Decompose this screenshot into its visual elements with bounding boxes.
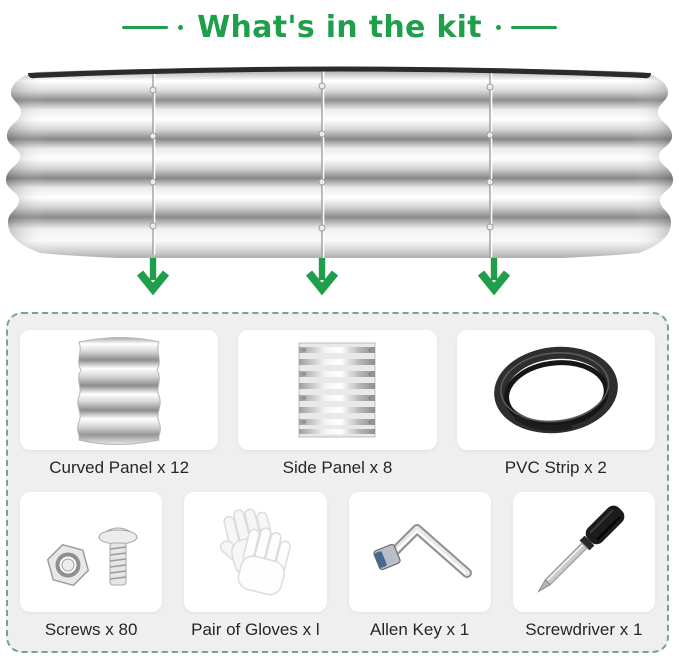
item-label: Side Panel x 8 <box>282 458 393 477</box>
item-label: PVC Strip x 2 <box>504 458 607 477</box>
kit-item-allen-key <box>349 492 491 641</box>
page-title-row <box>0 0 679 54</box>
dot-icon <box>496 25 501 30</box>
kit-item-screws <box>20 492 162 641</box>
dot-icon <box>178 25 183 30</box>
title-dot-dash-right <box>496 25 557 30</box>
raised-bed-illustration <box>0 56 679 258</box>
kit-item-curved-panel <box>20 330 218 479</box>
gloves-icon <box>195 497 315 607</box>
down-arrows-row <box>0 256 679 304</box>
kit-item-screwdriver <box>513 492 655 641</box>
kit-item-side-panel <box>238 330 436 479</box>
allen-key-icon <box>355 497 485 607</box>
item-label: Curved Panel x 12 <box>49 458 190 477</box>
item-card <box>20 492 162 612</box>
kit-item-gloves <box>184 492 326 641</box>
item-card <box>457 330 655 450</box>
item-card <box>20 330 218 450</box>
down-arrow-icon <box>309 258 335 289</box>
down-arrow-icon <box>481 258 507 289</box>
dash-icon <box>122 26 168 29</box>
kit-row-2 <box>20 492 655 641</box>
side-panel-icon <box>277 335 397 445</box>
dash-icon <box>511 26 557 29</box>
title-dash-dot-left <box>122 25 183 30</box>
kit-row-1 <box>20 330 655 479</box>
pvc-strip-icon <box>476 335 636 445</box>
down-arrow-icon <box>140 258 166 289</box>
screwdriver-icon <box>519 497 649 607</box>
item-card <box>513 492 655 612</box>
page-title: What's in the kit <box>197 9 482 45</box>
curved-panel-icon <box>54 334 184 446</box>
item-label: Screws x 80 <box>44 620 138 639</box>
kit-contents-panel <box>6 312 669 653</box>
item-label: Pair of Gloves x l <box>191 620 320 639</box>
kit-item-pvc-strip <box>457 330 655 479</box>
hero-product-image <box>0 56 679 258</box>
item-card <box>349 492 491 612</box>
item-label: Screwdriver x 1 <box>525 620 643 639</box>
item-label: Allen Key x 1 <box>370 620 470 639</box>
screws-icon <box>26 497 156 607</box>
item-card <box>184 492 326 612</box>
item-card <box>238 330 436 450</box>
